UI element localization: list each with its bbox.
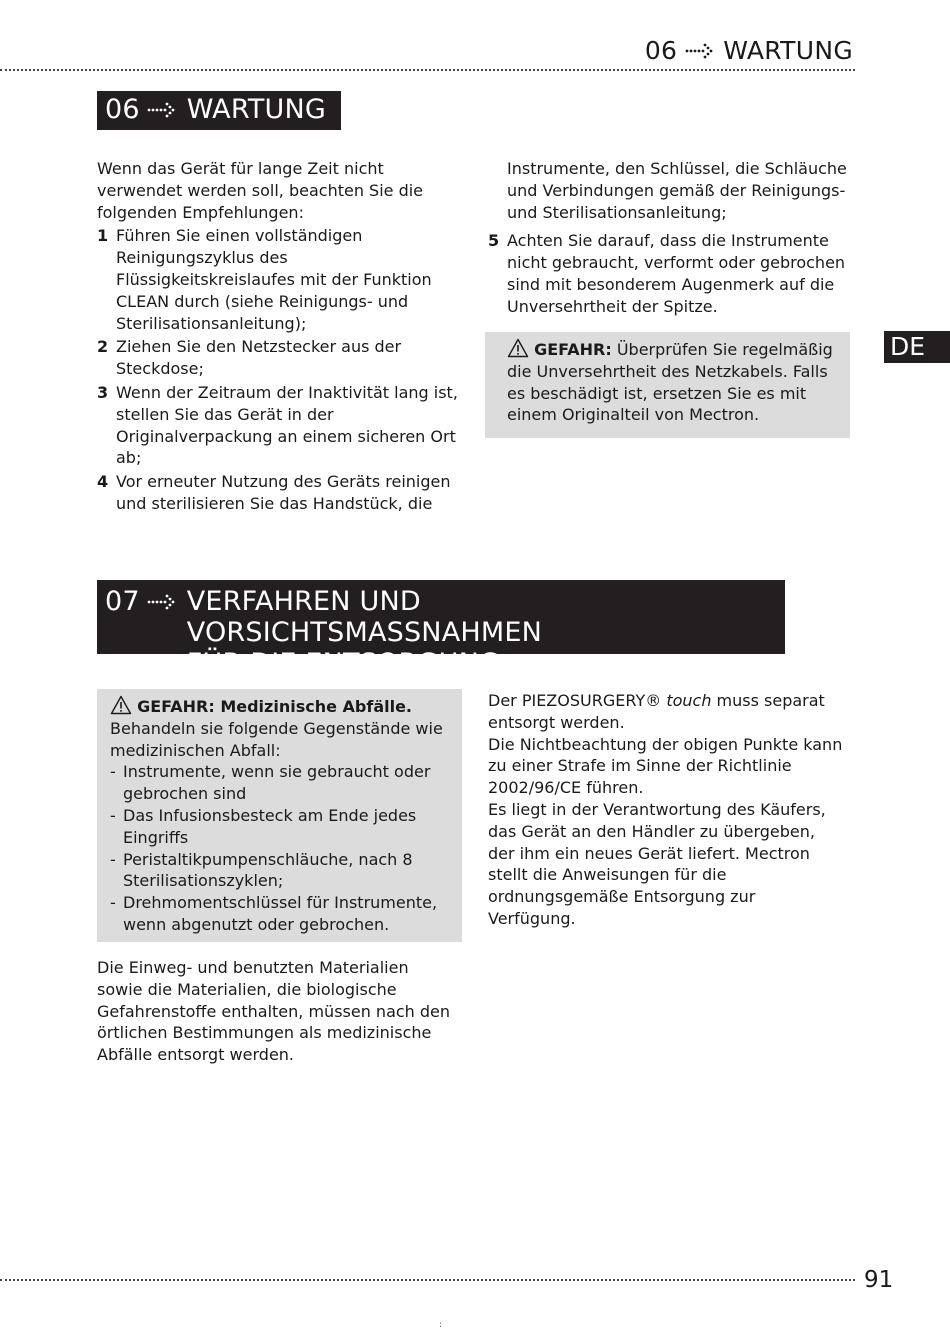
penalty-paragraph: Die Nichtbeachtung der obigen Punkte kann zu einer Strafe im Sinne der Richtlinie 2002/96/CE führen.: [488, 734, 843, 798]
header-divider: [0, 69, 855, 71]
list-item-number: 3: [97, 382, 109, 402]
list-item-text: Vor erneuter Nutzung des Geräts reinigen und sterilisieren Sie das Handstück, die: [116, 472, 451, 513]
list-item-text: Instrumente, wenn sie gebraucht oder gebrochen sind: [123, 762, 431, 804]
section-06-intro: Wenn das Gerät für lange Zeit nicht verwendet werden soll, beachten Sie die folgenden Empfehlungen:: [97, 159, 424, 222]
running-header-title: WARTUNG: [723, 36, 853, 65]
list-item-text: Peristaltikpumpenschläuche, nach 8 Sterilisationszyklen;: [123, 849, 413, 891]
section-06-left-column: [97, 158, 465, 517]
section-07-title-bar: [97, 580, 785, 679]
warning-label: GEFAHR: Medizinische Abfälle.: [137, 697, 413, 716]
section-06-title: WARTUNG: [186, 94, 327, 125]
warning-text: Überprüfen Sie regelmäßig die Unversehrtheit des Netzkabels. Falls es beschädigt ist, ersetzen Sie es mit einem Originalteil von Mectron.: [507, 340, 833, 425]
warning-triangle-icon: [507, 338, 529, 358]
medical-waste-list: [110, 761, 454, 935]
list-item: [488, 230, 848, 317]
list-item-number: 4: [97, 472, 109, 492]
list-item-text: Ziehen Sie den Netzstecker aus der Steckdose;: [116, 337, 402, 379]
list-item-text: Führen Sie einen vollständigen Reinigungszyklus des Flüssigkeitskreislaufes mit der Funktion CLEAN durch (siehe Reinigungs- und Sterilisationsanleitung);: [116, 226, 432, 333]
section-06-warning-box: [485, 332, 850, 438]
section-07-title: VERFAHREN UND VORSICHTSMASSNAHMEN FÜR DIE ENTSORGUNG: [186, 586, 543, 679]
separate-disposal-paragraph: [488, 690, 846, 734]
section-07-number: 07: [105, 586, 140, 617]
list-item-text: Achten Sie darauf, dass die Instrumente nicht gebraucht, verformt oder gebrochen sind mit besonderem Augenmerk auf die Unversehrtheit der Spitze.: [507, 231, 846, 316]
list-item: - Das Infusionsbesteck am Ende jedes Eingriffs: [110, 805, 454, 849]
section-06-right-column: [488, 158, 848, 320]
product-name: Der PIEZOSURGERY®: [488, 691, 662, 710]
list-item-number: 1: [97, 226, 109, 246]
warning-intro: Behandeln sie folgende Gegenstände wie medizinischen Abfall:: [110, 718, 443, 760]
list-item-4-continued: Instrumente, den Schlüssel, die Schläuche und Verbindungen gemäß der Reinigungs- und Sterilisationsanleitung;: [507, 159, 847, 222]
list-item-number: 5: [488, 231, 500, 251]
section-07-warning-box: [97, 689, 462, 942]
language-tab: DE: [884, 331, 950, 363]
responsibility-paragraph: Es liegt in der Verantwortung des Käufers, das Gerät an den Händler zu übergeben, der ihm ein neues Gerät liefert. Mectron stellt die Anweisungen für die ordnungsgemäße Entsorgung zur Verfügung.: [488, 799, 826, 928]
list-item: [97, 225, 465, 334]
list-item: [97, 382, 465, 469]
list-item-text: Das Infusionsbesteck am Ende jedes Eingriffs: [123, 805, 417, 847]
running-header: [645, 36, 853, 65]
dotted-arrow-icon: [685, 41, 715, 61]
list-item: - Peristaltikpumpenschläuche, nach 8 Sterilisationszyklen;: [110, 849, 454, 893]
dotted-arrow-icon: [147, 592, 177, 612]
list-item: [97, 471, 465, 515]
dotted-arrow-icon: [147, 100, 177, 120]
separate-disposal-text: muss separat entsorgt werden.: [488, 691, 825, 732]
warning-triangle-icon: [110, 695, 132, 715]
disposal-paragraph: Die Einweg- und benutzten Materialien sowie die Materialien, die biologische Gefahrenstoffe enthalten, müssen nach den örtlichen Bestimmungen als medizinische Abfälle entsorgt werden.: [97, 958, 451, 1065]
footer-divider: [0, 1279, 855, 1281]
maintenance-list: [97, 225, 465, 514]
section-06-title-bar: [97, 91, 341, 130]
list-item-text: Drehmomentschlüssel für Instrumente, wenn abgenutzt oder gebrochen.: [123, 893, 438, 934]
list-item: [97, 336, 465, 380]
list-item: - Instrumente, wenn sie gebraucht oder gebrochen sind: [110, 761, 454, 805]
section-06-number: 06: [105, 94, 140, 125]
section-07-right-column: [488, 690, 846, 930]
list-item-text: Wenn der Zeitraum der Inaktivität lang ist, stellen Sie das Gerät in der Originalverpackung an einem sicheren Ort ab;: [116, 382, 458, 468]
product-variant: touch: [666, 691, 712, 710]
list-item-number: 2: [97, 337, 109, 357]
maintenance-list-continued: [488, 230, 848, 317]
footer-mark: :: [439, 1320, 443, 1330]
page-number: 91: [864, 1267, 894, 1293]
warning-label: GEFAHR:: [534, 340, 612, 359]
list-item: - Drehmomentschlüssel für Instrumente, wenn abgenutzt oder gebrochen.: [110, 892, 454, 936]
running-header-number: 06: [644, 36, 678, 65]
